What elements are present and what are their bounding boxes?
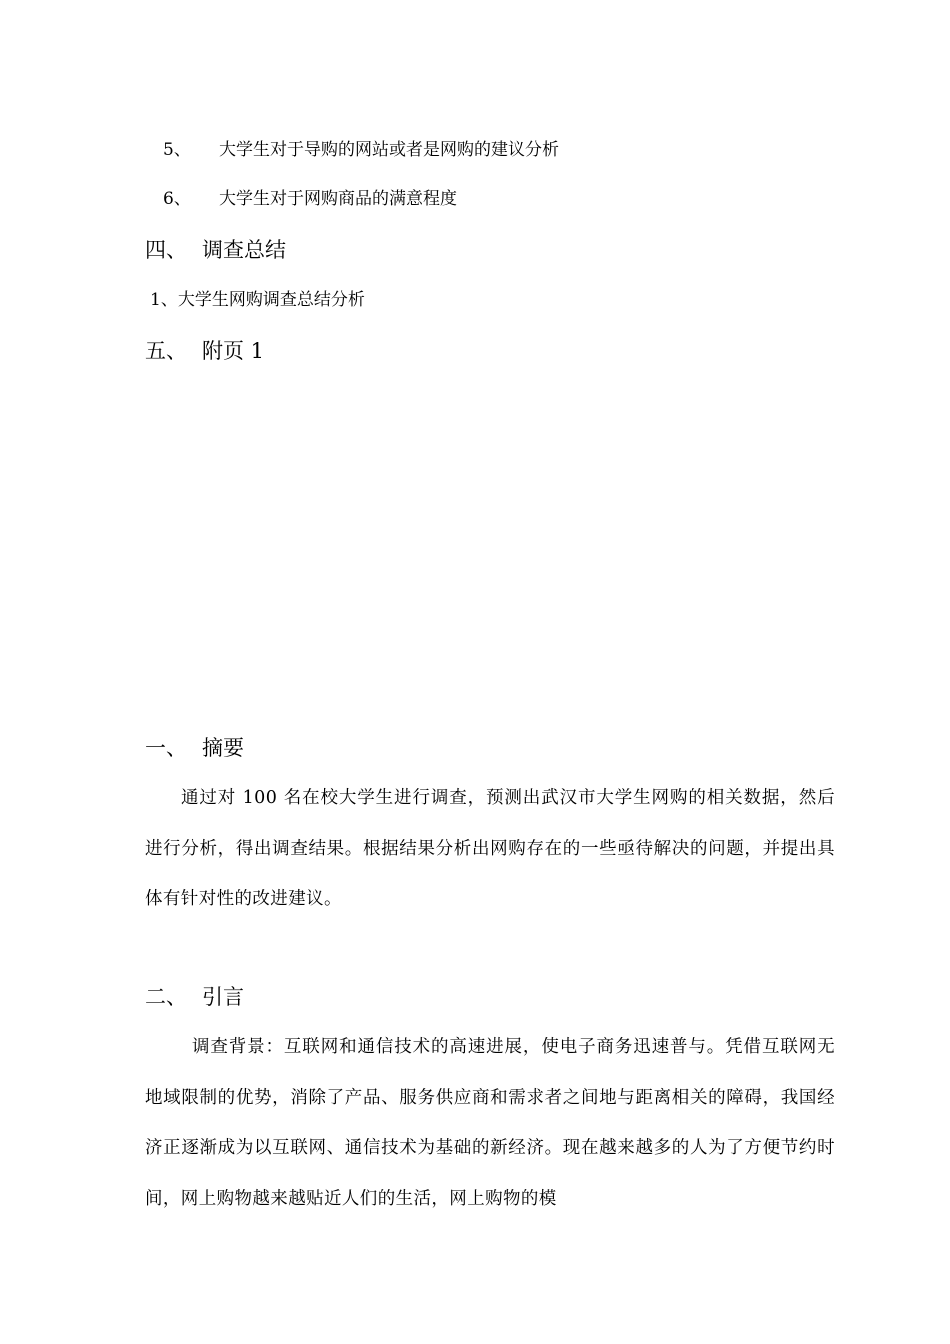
toc-item-6 — [163, 187, 457, 211]
toc-section-five — [145, 337, 264, 365]
toc-section-four — [145, 236, 286, 264]
toc-item-5 — [163, 138, 559, 162]
section-title: 引言 — [202, 985, 244, 1009]
section-number: 二、 — [145, 985, 187, 1009]
toc-section-four-item: 1、大学生网购调查总结分析 — [150, 290, 365, 310]
section-number: 五、 — [145, 339, 187, 363]
section-title: 附页 1 — [202, 339, 265, 363]
section-number: 一、 — [145, 736, 187, 760]
abstract-heading — [145, 734, 244, 762]
section-number: 四、 — [145, 238, 187, 262]
toc-item-text: 大学生对于导购的网站或者是网购的建议分析 — [219, 140, 559, 160]
toc-item-text: 大学生对于网购商品的满意程度 — [219, 189, 457, 209]
section-title: 摘要 — [202, 736, 244, 760]
toc-item-number: 5、 — [163, 140, 191, 160]
introduction-heading — [145, 983, 244, 1011]
introduction-body: 调查背景：互联网和通信技术的高速进展，使电子商务迅速普与。凭借互联网无地域限制的优势，消除了产品、服务供应商和需求者之间地与距离相关的障碍，我国经济正逐渐成为以互联网、通信技术为基础的新经济。现在越来越多的人为了方便节约时间，网上购物越来越贴近人们的生活，网上购物的模 — [145, 1037, 835, 1209]
toc-item-number: 6、 — [163, 189, 191, 209]
section-title: 调查总结 — [202, 238, 286, 262]
abstract-body: 通过对 100 名在校大学生进行调查，预测出武汉市大学生网购的相关数据，然后进行分析，得出调查结果。根据结果分析出网购存在的一些亟待解决的问题，并提出具体有针对性的改进建议。 — [145, 788, 835, 909]
